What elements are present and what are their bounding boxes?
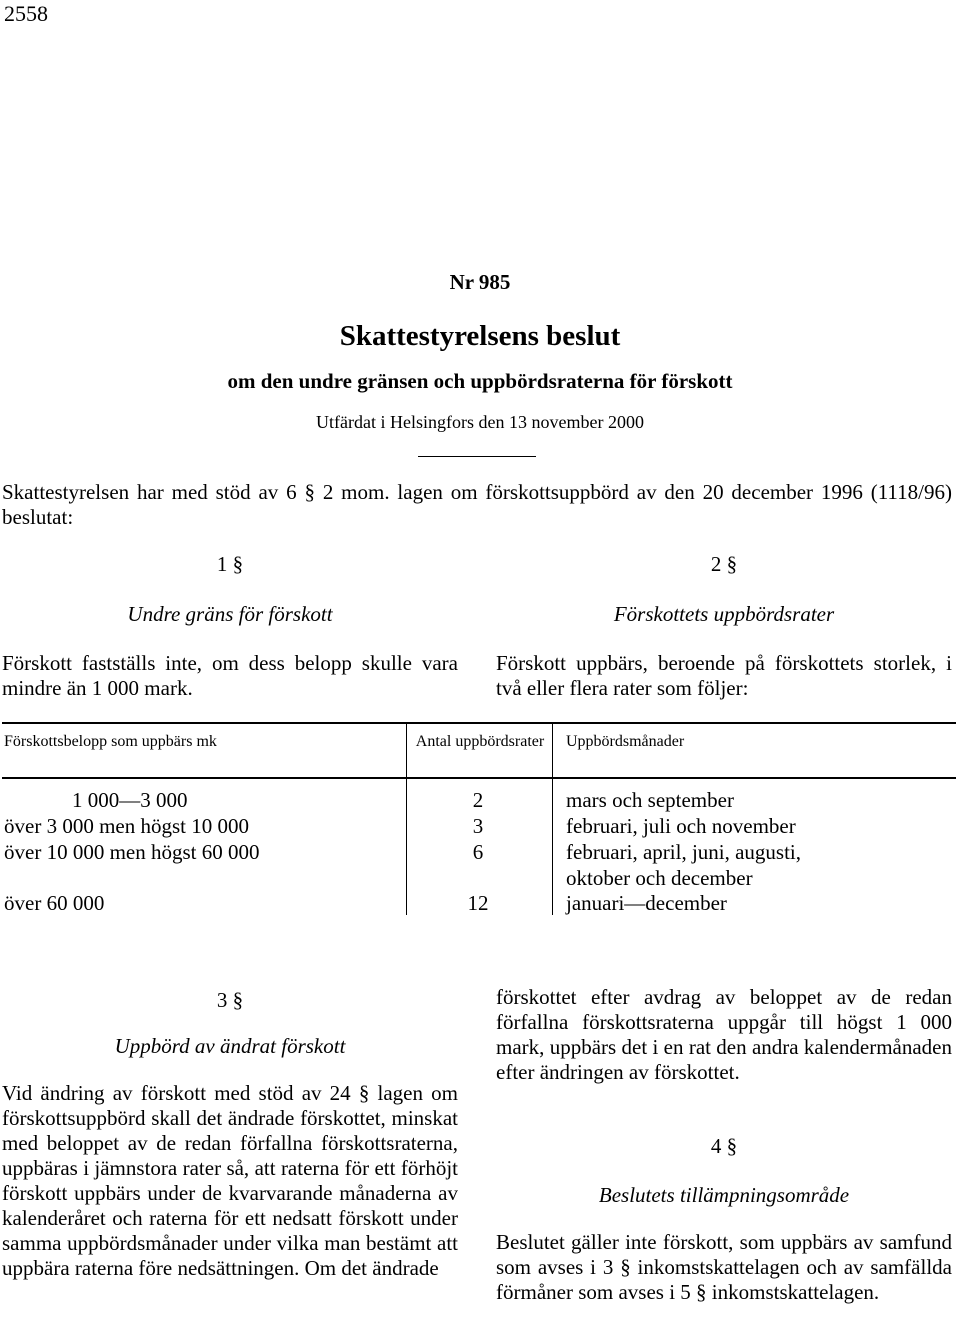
table-cell-months: mars och september bbox=[566, 788, 734, 812]
table-cell-amount: över 3 000 men högst 10 000 bbox=[4, 814, 249, 838]
section-4-heading: Beslutets tillämpningsområde bbox=[598, 1183, 850, 1207]
document-subtitle: om den undre gränsen och uppbördsraterna för förskott bbox=[227, 369, 733, 393]
table-column-divider bbox=[406, 723, 407, 915]
table-cell-rates: 12 bbox=[467, 891, 489, 915]
table-header-rates: Antal uppbördsrater bbox=[415, 733, 545, 750]
table-cell-months: januari—december bbox=[566, 891, 727, 915]
section-2-number: 2 § bbox=[710, 552, 738, 576]
section-3-number: 3 § bbox=[216, 988, 244, 1012]
section-3-continuation: förskottet efter avdrag av beloppet av de redan förfallna förskottsraterna uppgår till högst 1 000 mark, uppbärs det i en rat den andra kalendermånaden efter ändringen av förskottet. bbox=[496, 985, 952, 1084]
intro-paragraph: Skattestyrelsen har med stöd av 6 § 2 mom. lagen om förskottsuppbörd av den 20 december 1996 (1118/96) beslutat: bbox=[2, 480, 952, 529]
table-cell-months: februari, april, juni, augusti, oktober och december bbox=[566, 840, 802, 890]
table-cell-rates: 6 bbox=[472, 840, 484, 864]
table-cell-months: februari, juli och november bbox=[566, 814, 796, 838]
section-4-number: 4 § bbox=[710, 1134, 738, 1158]
table-header-months: Uppbördsmånader bbox=[566, 733, 685, 750]
document-number: Nr 985 bbox=[449, 270, 511, 294]
table-column-divider bbox=[552, 723, 553, 915]
page-number: 2558 bbox=[4, 1, 48, 26]
table-cell-amount: 1 000—3 000 bbox=[72, 788, 188, 812]
table-cell-rates: 3 bbox=[472, 814, 484, 838]
table-cell-rates: 2 bbox=[472, 788, 484, 812]
issued-line: Utfärdat i Helsingfors den 13 november 2000 bbox=[316, 412, 644, 432]
section-4-text: Beslutet gäller inte förskott, som uppbärs av samfund som avses i 3 § inkomstskattelagen och av samfällda förmåner som avses i 5 § inkomstskattelagen. bbox=[496, 1230, 952, 1304]
table-cell-amount: över 10 000 men högst 60 000 bbox=[4, 840, 260, 864]
table-top-rule bbox=[2, 722, 956, 724]
table-cell-amount: över 60 000 bbox=[4, 891, 105, 915]
section-2-heading: Förskottets uppbördsrater bbox=[613, 602, 835, 626]
section-3-text: Vid ändring av förskott med stöd av 24 § lagen om förskottsuppbörd skall det ändrade förskottet, minskat med beloppet av de redan förfallna förskottsraterna, uppbäras i jämnstora rater så, att raterna för ett förhöjt förskott uppbärs under de kvarvarande månaderna av kalenderåret och raterna för ett nedsatt förskott under samma uppbördsmånader under vilka man bestämt att uppbära raterna före nedsättningen. Om det ändrade bbox=[2, 1081, 458, 1280]
section-3-heading: Uppbörd av ändrat förskott bbox=[114, 1034, 346, 1058]
table-header-rule bbox=[2, 777, 956, 779]
section-1-text: Förskott fastställs inte, om dess belopp skulle vara mindre än 1 000 mark. bbox=[2, 651, 458, 700]
section-2-text: Förskott uppbärs, beroende på förskottets storlek, i två eller flera rater som följer: bbox=[496, 651, 952, 700]
section-1-heading: Undre gräns för förskott bbox=[127, 602, 333, 626]
header-divider bbox=[418, 456, 536, 457]
document-title: Skattestyrelsens beslut bbox=[339, 320, 621, 352]
section-1-number: 1 § bbox=[216, 552, 244, 576]
table-header-amount: Förskottsbelopp som uppbärs mk bbox=[4, 733, 217, 750]
